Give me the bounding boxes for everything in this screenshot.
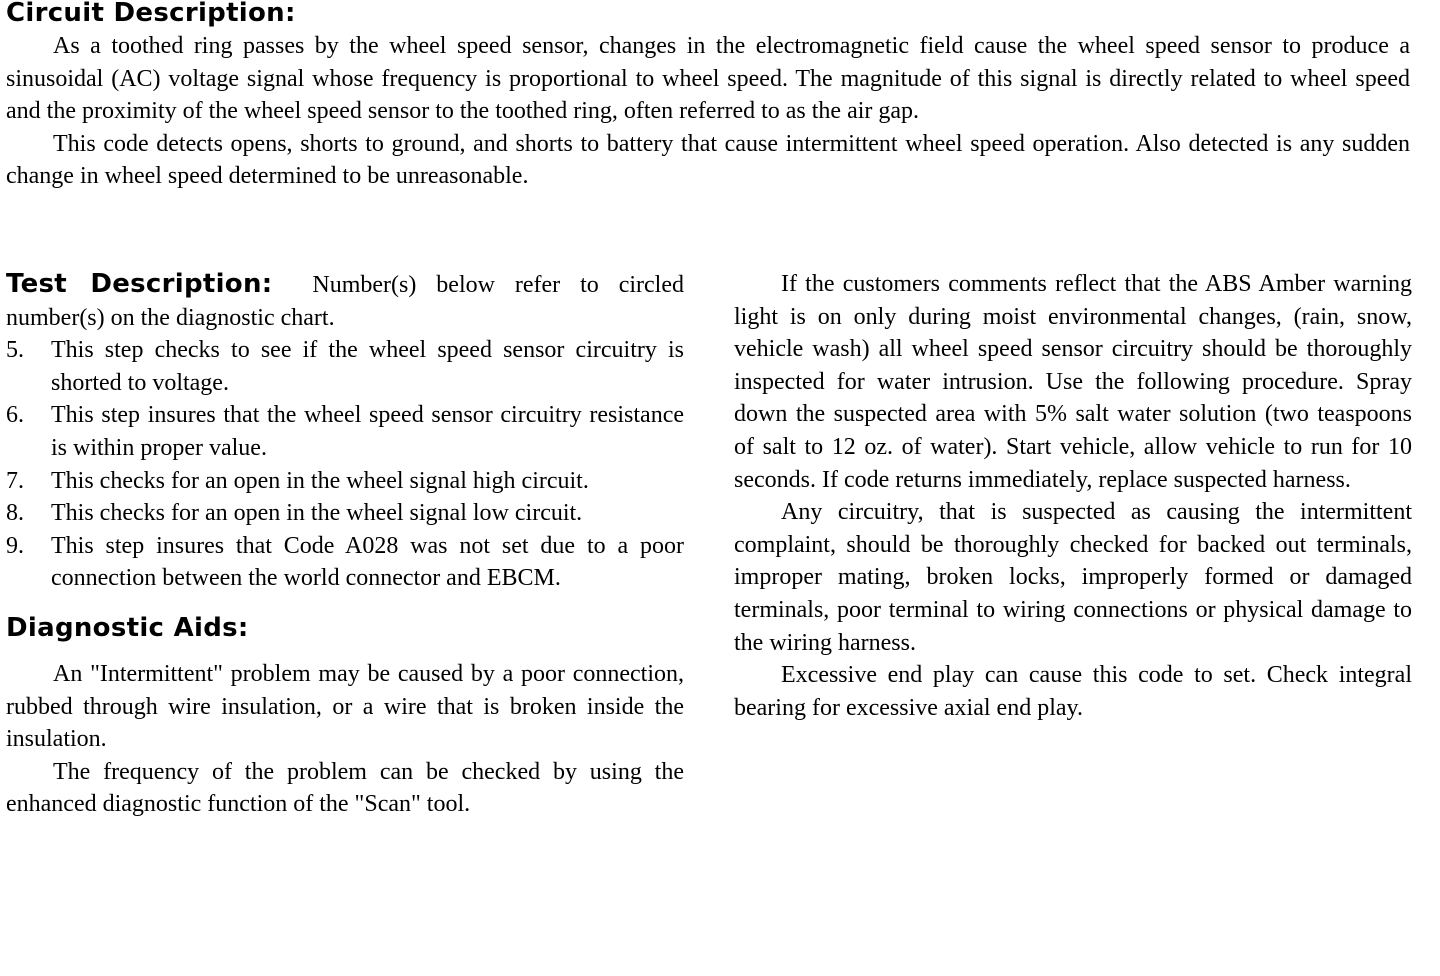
circuit-paragraph-1: As a toothed ring passes by the wheel speed sensor, changes in the electromagnetic field cause the wheel speed sensor to produce a sinusoidal (AC) voltage signal whose frequency is proportional to wheel speed. The magnitude of this signal is directly related to wheel speed and the proximity of the wheel speed sensor to the toothed ring, often referred to as the air gap. [6, 33, 1410, 125]
step-text: This step insures that the wheel speed sensor circuitry resistance is within proper value. [51, 402, 684, 461]
step-text: This checks for an open in the wheel signal low circuit. [51, 500, 583, 527]
right-paragraph-2: Any circuitry, that is suspected as causing the intermittent complaint, should be thoroughly checked for backed out terminals, improper mating, broken locks, improperly formed or damaged terminals, poor terminal to wiring connections or physical damage to the wiring harness. [734, 499, 1412, 656]
test-step [6, 334, 684, 399]
diagnostic-paragraph-1: An "Intermittent" problem may be caused by a poor connection, rubbed through wire insulation, or a wire that is broken inside the insulation. [6, 660, 684, 753]
step-text: This step checks to see if the wheel speed sensor circuitry is shorted to voltage. [51, 337, 684, 396]
step-number: 8. [6, 500, 24, 527]
circuit-paragraph-2: This code detects opens, shorts to ground, and shorts to battery that cause intermittent wheel speed operation. Also detected is any sudden change in wheel speed determined to be unreasonable. [6, 130, 1410, 190]
test-step [6, 465, 684, 498]
test-description-intro: Number(s) below refer to circled number(s) on the diagnostic chart. [6, 272, 684, 331]
step-number: 9. [6, 532, 24, 559]
circuit-description-section [6, 0, 1410, 193]
test-steps-list [6, 334, 684, 595]
right-paragraph-3: Excessive end play can cause this code to set. Check integral bearing for excessive axial end play. [734, 662, 1412, 721]
step-number: 6. [6, 402, 24, 429]
test-step [6, 399, 684, 464]
right-column [734, 268, 1412, 724]
left-column [6, 268, 684, 821]
test-step [6, 530, 684, 595]
right-paragraph-1: If the customers comments reflect that the ABS Amber warning light is on only during moist environmental changes, (rain, snow, vehicle wash) all wheel speed sensor circuitry should be thoroughly inspected for water intrusion. Use the following procedure. Spray down the suspected area with 5% salt water solution (two teaspoons of salt to 12 oz. of water). Start vehicle, allow vehicle to run for 10 seconds. If code returns immediately, replace suspected harness. [734, 271, 1412, 493]
step-text: This step insures that Code A028 was not set due to a poor connection between the world connector and EBCM. [51, 532, 684, 592]
circuit-description-heading: Circuit Description: [6, 0, 296, 28]
step-text: This checks for an open in the wheel signal high circuit. [51, 467, 589, 494]
step-number: 7. [6, 467, 24, 494]
diagnostic-aids-heading: Diagnostic Aids: [6, 612, 249, 643]
test-step [6, 497, 684, 530]
test-description-heading: Test Description: [6, 269, 273, 299]
step-number: 5. [6, 337, 24, 364]
test-description-intro-line [6, 268, 684, 334]
diagnostic-paragraph-2: The frequency of the problem can be checked by using the enhanced diagnostic function of the "Scan" tool. [6, 758, 684, 818]
